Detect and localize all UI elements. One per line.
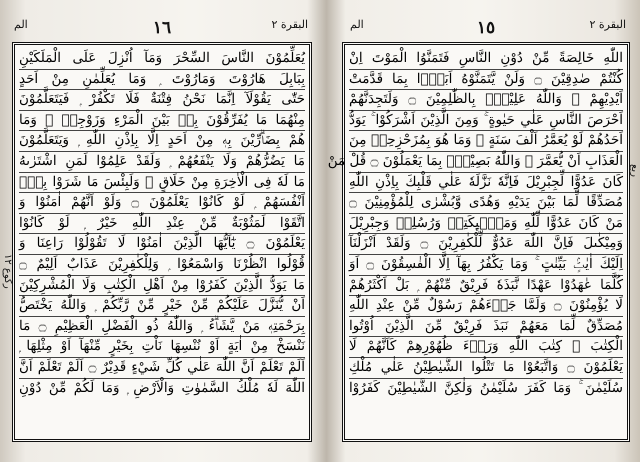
text-line: مِنْهُمَا مَا يُفَرِّقُوْنَ بِهٖ بَيْنَ الْمَرْءِ وَزَوْجِهٖ ۭ وَمَا (19, 111, 305, 132)
text-line: اَيْدِيْهِمْ ۭ وَاللّٰهُ عَلِيْمٌۢ بِالظّٰلِمِيْنَ ۝ وَلَتَجِدَنَّھُمْ (349, 90, 623, 111)
text-line: وَمِيْكٰىلَ فَاِنَّ اللّٰهَ عَدُوٌّ لِّلْكٰفِرِيْنَ ۝ وَلَقَدْ اَنْزَلْنَآ (349, 234, 623, 255)
text-line: نَنْسَخْ مِنْ اٰيَةٍ اَوْ نُنْسِهَا نَاْتِ بِخَيْرٍ مِّنْهَآ اَوْ مِثْلِهَا ۭ (19, 337, 305, 358)
text-line: بِبَابِلَ هَارُوْتَ وَمَارُوْتَ ۭ وَمَا يُعَلِّمٰنِ مِنْ اَحَدٍ (19, 70, 305, 91)
text-line: يَعْلَمُوْنَ ۝ يٰٓاَيُّهَا الَّذِيْنَ اٰمَنُوْا لَا تَقُوْلُوْا رَاعِنَا وَ (19, 234, 305, 255)
text-line: مَنْ كَانَ عَدُوًّا لِّلّٰهِ وَمَلٰۗىِٕكَتِهٖ وَرُسُلِهٖ وَجِبْرِيْلَ (349, 214, 623, 235)
text-line: اَنْ يُّنَزَّلَ عَلَيْكُمْ مِّنْ خَيْرٍ مِّنْ رَّبِّكُمْ ۭ وَاللّٰهُ يَخْتَصُّ (19, 296, 305, 317)
right-margin-note: ربع (629, 164, 640, 177)
text-line: اَحَدُھُمْ لَوْ يُعَمَّرُ اَلْفَ سَنَةٍ ۚ وَمَا ھُوَ بِمُزَحْزِحِهٖ مِنَ (349, 131, 623, 152)
right-text-frame (327, 42, 630, 442)
right-text-lines (327, 49, 624, 435)
text-line: سُلَيْمٰنَ ۚ وَمَا كَفَرَ سُلَيْمٰنُ وَلٰكِنَّ الشَّيٰطِيْنَ كَفَرُوْا (349, 379, 623, 396)
text-line: كُلَّمَا عٰھَدُوْا عَهْدًا نَّبَذَهٗ فَرِيْقٌ مِّنْھُمْ ۭ بَلْ اَكْثَرُھُمْ (349, 276, 623, 297)
text-line: مُصَدِّقٌ لِّمَا مَعَھُمْ نَبَذَ فَرِيْقٌ مِّنَ الَّذِيْنَ اُوْتُوا (349, 317, 623, 338)
right-page (327, 14, 640, 450)
text-line: مَا يَضُرُّھُمْ وَلَا يَنْفَعُھُمْ ۭ وَلَقَدْ عَلِمُوْا لَمَنِ اشْتَرٰىهُ (19, 152, 305, 173)
left-page-header (12, 14, 312, 40)
right-juz-label: الم (350, 18, 364, 31)
text-line: مُصَدِّقًا لِّمَا بَيْنَ يَدَيْهِ وَھُدًى وَّبُشْرٰى لِلْمُؤْمِنِيْنَ ۝ (349, 193, 623, 214)
left-surah-label: البقرة ٢ (271, 18, 308, 31)
text-line: مَا لَهٗ فِى الْاٰخِرَةِ مِنْ خَلَاقٍ ۭ وَلَبِئْسَ مَا شَرَوْا بِهٖٓ (19, 173, 305, 194)
right-surah-label: البقرة ٢ (589, 18, 626, 31)
text-line: اللّٰهَ لَهٗ مُلْكُ السَّمٰوٰتِ وَالْاَرْضِ ۭ وَمَا لَكُمْ مِّنْ دُوْنِ (19, 379, 305, 396)
left-text-frame (12, 42, 312, 442)
left-page (2, 14, 312, 450)
text-line: قُوْلُوا انْظُرْنَا وَاسْمَعُوْا ۭ وَلِلْكٰفِرِيْنَ عَذَابٌ اَلِيْمٌ ۝ (19, 255, 305, 276)
text-line: اَحْرَصَ النَّاسِ عَلٰي حَيٰوةٍ ۚ وَمِنَ الَّذِيْنَ اَشْرَكُوْا ۚ يَوَدُّ (349, 111, 623, 132)
text-line: اَلَمْ تَعْلَمْ اَنَّ اللّٰهَ عَلٰي كُلِّ شَيْءٍ قَدِيْرٌ ۝ اَلَمْ تَعْلَمْ اَنَّ (19, 358, 305, 379)
left-juz-label: الم (14, 18, 28, 31)
text-line: اَنْفُسَھُمْ ۭ لَوْ كَانُوْا يَعْلَمُوْنَ ۝ وَلَوْ اَنَّھُمْ اٰمَنُوْا وَ (19, 193, 305, 214)
text-line: يَعْلَمُوْنَ ۝ وَاتَّبَعُوْا مَا تَتْلُوا الشَّيٰطِيْنُ عَلٰي مُلْكِ (349, 358, 623, 379)
right-page-header (342, 14, 630, 40)
text-line: حَتّٰى يَقُوْلَآ اِنَّمَا نَحْنُ فِتْنَةٌ فَلَا تَكْفُرْ ۭ فَيَتَعَلَّمُوْنَ (19, 90, 305, 111)
text-line: مَا يَوَدُّ الَّذِيْنَ كَفَرُوْا مِنْ اَھْلِ الْكِتٰبِ وَلَا الْمُشْرِكِيْنَ (19, 276, 305, 297)
text-line: يُعَلِّمُوْنَ النَّاسَ السِّحْرَ وَمَآ اُنْزِلَ عَلَى الْمَلَكَيْنِ (19, 49, 305, 70)
left-text-lines (19, 49, 305, 435)
text-line: الْعَذَابِ اَنْ يُّعَمَّرَ ۭ وَاللّٰهُ بَصِيْرٌۢ بِمَا يَعْمَلُوْنَ ۝ قُلْ مَنْ (349, 152, 623, 173)
text-line: كَانَ عَدُوًّا لِّجِبْرِيْلَ فَاِنَّهٗ نَزَّلَهٗ عَلٰي قَلْبِكَ بِاِذْنِ اللّٰهِ (349, 173, 623, 194)
text-line: كُنْتُمْ صٰدِقِيْنَ ۝ وَلَنْ يَّتَمَنَّوْهُ اَبَدًۢا بِمَا قَدَّمَتْ (349, 70, 623, 91)
left-page-number: ١٦ (152, 18, 172, 38)
left-margin-note: ركوع ١٢ (2, 254, 13, 289)
right-page-number: ١٥ (476, 18, 496, 38)
text-line: بِرَحْمَتِهٖ مَنْ يَّشَاۗءُ ۭ وَاللّٰهُ ذُو الْفَضْلِ الْعَظِيْمِ ۝ مَا (19, 317, 305, 338)
text-line: الْكِتٰبَ ۙ كِتٰبَ اللّٰهِ وَرَاۗءَ ظُهُوْرِھِمْ كَاَنَّھُمْ لَا (349, 337, 623, 358)
text-line: لَا يُؤْمِنُوْنَ ۝ وَلَمَّا جَاۗءَھُمْ رَسُوْلٌ مِّنْ عِنْدِ اللّٰهِ (349, 296, 623, 317)
text-line: هُمْ بِضَاۗرِّيْنَ بِهٖ مِنْ اَحَدٍ اِلَّا بِاِذْنِ اللّٰهِ ۭ وَيَتَعَلَّمُوْنَ (19, 131, 305, 152)
text-line: اِلَيْكَ اٰيٰتٍۢ بَيِّنٰتٍ ۚ وَمَا يَكْفُرُ بِهَآ اِلَّا الْفٰسِقُوْنَ ۝ اَوَ (349, 255, 623, 276)
text-line: اتَّقَوْا لَمَثُوْبَةٌ مِّنْ عِنْدِ اللّٰهِ خَيْرٌ ۭ لَوْ كَانُوْا (19, 214, 305, 235)
text-line: اللّٰهِ خَالِصَةً مِّنْ دُوْنِ النَّاسِ فَتَمَنَّوُا الْمَوْتَ اِنْ (349, 49, 623, 70)
